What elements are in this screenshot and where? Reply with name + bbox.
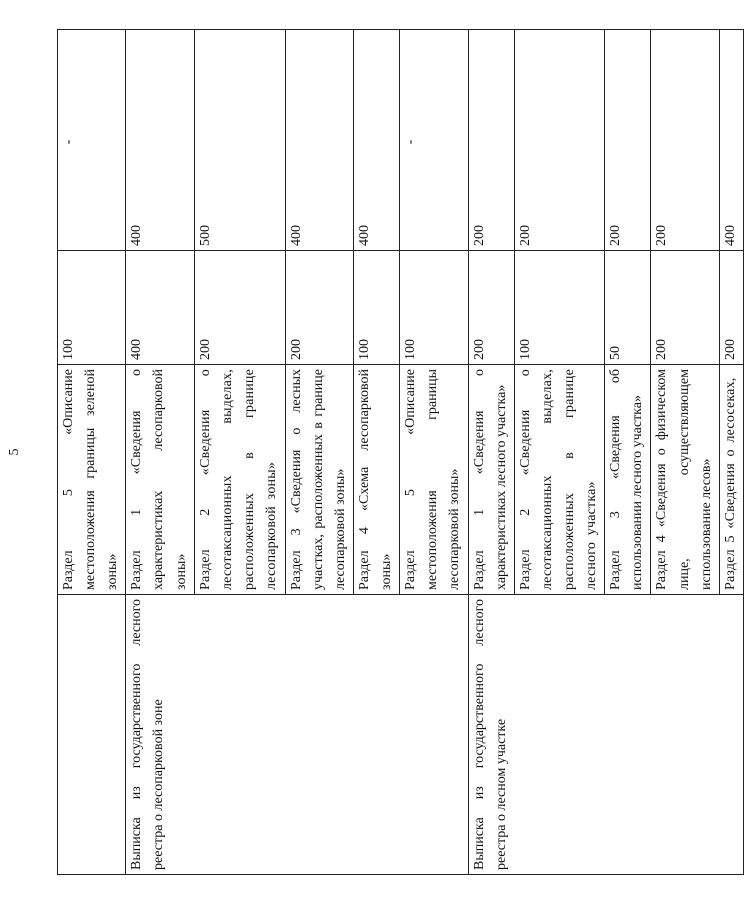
table-cell-section: Раздел 2 «Сведения о лесотаксационных выделах, расположенных в границе лесного участка» [514,365,604,595]
table-cell-section: Раздел 2 «Сведения о лесотаксационных выделах, расположенных в границе лесопарковой зоны» [194,365,285,595]
table-cell-value-1: 100 [353,251,399,365]
table-cell-value-2: 400 [126,30,194,251]
table-row [126,30,194,875]
table-cell-value-1: 200 [194,251,285,365]
table-cell-value-2: 200 [651,30,719,251]
table-cell-section: Раздел 3 «Сведения о лесных участках, расположенных в границе лесопарковой зоны» [285,365,353,595]
table-cell-value-1: 100 [514,251,604,365]
table-cell-value-2: 400 [285,30,353,251]
rotated-table-container [57,30,738,875]
table-cell-value-2: 200 [468,30,514,251]
table-cell-value-1: 200 [285,251,353,365]
fee-table [57,29,744,875]
table-cell-section: Раздел 1 «Сведения о характеристиках лесного участка» [468,365,514,595]
table-cell-value-1: 200 [651,251,719,365]
table-row [468,30,514,875]
table-cell-value-2: 400 [719,30,743,251]
table-cell-value-2: 400 [353,30,399,251]
table-cell-value-2: - [400,30,468,251]
table-cell-value-1: 200 [719,251,743,365]
table-cell-value-2: 500 [194,30,285,251]
table-cell-section: Раздел 1 «Сведения о характеристиках лесопарковой зоны» [126,365,194,595]
table-cell-section: Раздел 3 «Сведения об использовании лесного участка» [605,365,651,595]
table-cell-value-2: - [58,30,126,251]
table-cell-value-1: 100 [400,251,468,365]
table-cell-section: Раздел 5 «Описание местоположения границы лесопарковой зоны» [400,365,468,595]
table-row [58,30,126,875]
table-cell-section: Раздел 4 «Сведения о физическом лице, осуществляющем использование лесов» [651,365,719,595]
table-cell-value-1: 50 [605,251,651,365]
table-cell-section: Раздел 5 «Сведения о лесосеках, [719,365,743,595]
table-cell-value-2: 200 [605,30,651,251]
table-cell-document [58,595,126,875]
table-cell-section: Раздел 4 «Схема лесопарковой зоны» [353,365,399,595]
table-cell-document: Выписка из государственного лесного реестра о лесном участке [468,595,743,875]
table-cell-value-2: 200 [514,30,604,251]
table-cell-value-1: 100 [58,251,126,365]
table-cell-value-1: 400 [126,251,194,365]
page-number: 5 [7,448,22,456]
table-cell-value-1: 200 [468,251,514,365]
table-cell-section: Раздел 5 «Описание местоположения границы зеленой зоны» [58,365,126,595]
table-cell-document: Выписка из государственного лесного реестра о лесопарковой зоне [126,595,468,875]
